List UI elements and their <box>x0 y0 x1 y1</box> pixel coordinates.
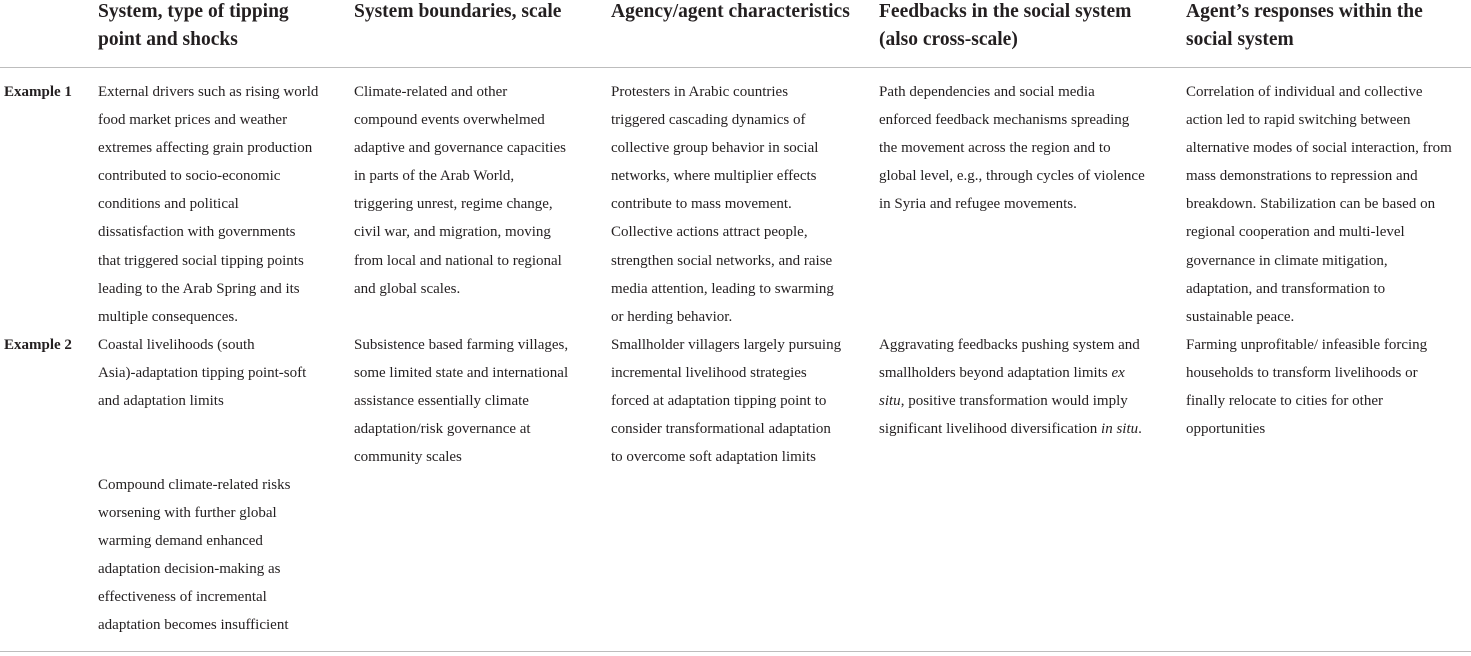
cell-line: forced at adaptation tipping point to <box>611 393 827 410</box>
cell-text: significant livelihood diversification <box>879 421 1102 438</box>
cell-text: , positive transformation would imply <box>900 393 1128 410</box>
cell-line: alternative modes of social interaction, from <box>1186 140 1452 157</box>
cell-line: Smallholder villagers largely pursuing <box>611 337 842 353</box>
italic-term: in situ <box>1101 421 1139 438</box>
cell-line: collective group behavior in social <box>611 140 819 157</box>
cell-ex1-agency <box>611 78 834 331</box>
cell-line: opportunities <box>1186 421 1266 438</box>
cell-line: Correlation of individual and collective <box>1186 84 1423 100</box>
cell-line: global level, e.g., through cycles of violence <box>879 168 1145 185</box>
row-label-example-1: Example 1 <box>4 84 72 100</box>
cell-line: Aggravating feedbacks pushing system and <box>879 337 1140 353</box>
header-system-boundaries <box>354 0 561 26</box>
cell-line: contributed to socio-economic <box>98 168 281 185</box>
header-text: Feedbacks in the social system <box>879 1 1132 22</box>
table-bottom-rule <box>0 651 1471 652</box>
cell-ex1-system <box>98 78 318 331</box>
cell-line: breakdown. Stabilization can be based on <box>1186 196 1436 213</box>
cell-line: civil war, and migration, moving <box>354 224 551 241</box>
header-text: point and shocks <box>98 29 238 50</box>
header-system-type <box>98 0 289 54</box>
cell-line: enforced feedback mechanisms spreading <box>879 112 1130 129</box>
cell-line: incremental livelihood strategies <box>611 365 807 382</box>
cell-line: contribute to mass movement. <box>611 196 792 213</box>
cell-line: Climate-related and other <box>354 84 508 100</box>
cell-line: multiple consequences. <box>98 308 238 325</box>
header-text: Agency/agent characteristics <box>611 1 850 22</box>
cell-ex2-system <box>98 331 306 415</box>
cell-line: strengthen social networks, and raise <box>611 252 833 269</box>
cell-line: the movement across the region and to <box>879 140 1111 157</box>
cell-line: Subsistence based farming villages, <box>354 337 569 353</box>
cell-line: food market prices and weather <box>98 112 288 129</box>
header-text: System boundaries, scale <box>354 1 562 22</box>
cell-line: consider transformational adaptation <box>611 421 831 438</box>
cell-line: adaptive and governance capacities <box>354 140 566 157</box>
cell-line: from local and national to regional <box>354 252 562 269</box>
header-text: (also cross-scale) <box>879 29 1018 50</box>
cell-line: Farming unprofitable/ infeasible forcing <box>1186 337 1428 353</box>
cell-line <box>879 387 1142 415</box>
cell-text: smallholders beyond adaptation limits <box>879 365 1112 382</box>
cell-ex2-agency <box>611 331 841 471</box>
cell-line: dissatisfaction with governments <box>98 224 296 241</box>
cell-ex1-boundaries <box>354 78 566 303</box>
cell-line: and global scales. <box>354 280 461 297</box>
cell-line: Collective actions attract people, <box>611 224 808 241</box>
cell-line: External drivers such as rising world <box>98 84 319 100</box>
cell-line: or herding behavior. <box>611 308 733 325</box>
cell-line: some limited state and international <box>354 365 569 382</box>
cell-line <box>879 359 1142 387</box>
cell-line: adaptation decision-making as <box>98 561 281 578</box>
cell-text: . <box>1138 421 1142 438</box>
cell-line: triggering unrest, regime change, <box>354 196 553 213</box>
header-agency <box>611 0 850 26</box>
cell-line: Protesters in Arabic countries <box>611 84 789 100</box>
cell-line: sustainable peace. <box>1186 308 1295 325</box>
cell-line: effectiveness of incremental <box>98 589 267 606</box>
header-divider <box>0 67 1471 68</box>
cell-line: warming demand enhanced <box>98 533 263 550</box>
cell-ex2-system-extra <box>98 471 290 640</box>
cell-line: assistance essentially climate <box>354 393 529 410</box>
cell-line: worsening with further global <box>98 505 277 522</box>
cell-line: adaptation becomes insufficient <box>98 617 289 634</box>
cell-line: and adaptation limits <box>98 393 224 410</box>
cell-ex1-feedbacks <box>879 78 1145 218</box>
cell-line: Compound climate-related risks <box>98 477 291 493</box>
cell-line: adaptation/risk governance at <box>354 421 531 438</box>
italic-term: ex <box>1111 365 1125 382</box>
row-label-example-2: Example 2 <box>4 337 72 353</box>
cell-ex2-boundaries <box>354 331 568 471</box>
cell-line: households to transform livelihoods or <box>1186 365 1418 382</box>
cell-line: finally relocate to cities for other <box>1186 393 1383 410</box>
header-text: System, type of tipping <box>98 1 289 22</box>
cell-line: Coastal livelihoods (south <box>98 337 255 353</box>
cell-ex1-responses <box>1186 78 1452 331</box>
italic-term: situ <box>879 393 901 410</box>
header-text: Agent’s responses within the <box>1186 1 1423 22</box>
cell-line: in parts of the Arab World, <box>354 168 515 185</box>
cell-line: community scales <box>354 449 462 466</box>
cell-line: media attention, leading to swarming <box>611 280 834 297</box>
cell-line: triggered cascading dynamics of <box>611 112 806 129</box>
cell-line: compound events overwhelmed <box>354 112 545 129</box>
cell-line: leading to the Arab Spring and its <box>98 280 300 297</box>
header-feedbacks <box>879 0 1131 54</box>
header-agent-responses <box>1186 0 1423 54</box>
cell-line: action led to rapid switching between <box>1186 112 1411 129</box>
cell-line: mass demonstrations to repression and <box>1186 168 1418 185</box>
cell-line: networks, where multiplier effects <box>611 168 817 185</box>
cell-line: to overcome soft adaptation limits <box>611 449 816 466</box>
cell-ex2-feedbacks <box>879 331 1142 443</box>
cell-line: Path dependencies and social media <box>879 84 1095 100</box>
header-text: social system <box>1186 29 1294 50</box>
cell-line <box>879 415 1142 443</box>
cell-line: governance in climate mitigation, <box>1186 252 1388 269</box>
cell-ex2-responses <box>1186 331 1427 443</box>
cell-line: extremes affecting grain production <box>98 140 313 157</box>
cell-line: in Syria and refugee movements. <box>879 196 1077 213</box>
cell-line: regional cooperation and multi-level <box>1186 224 1405 241</box>
cell-line: adaptation, and transformation to <box>1186 280 1386 297</box>
cell-line: Asia)-adaptation tipping point-soft <box>98 365 307 382</box>
cell-line: that triggered social tipping points <box>98 252 304 269</box>
cell-line: conditions and political <box>98 196 239 213</box>
